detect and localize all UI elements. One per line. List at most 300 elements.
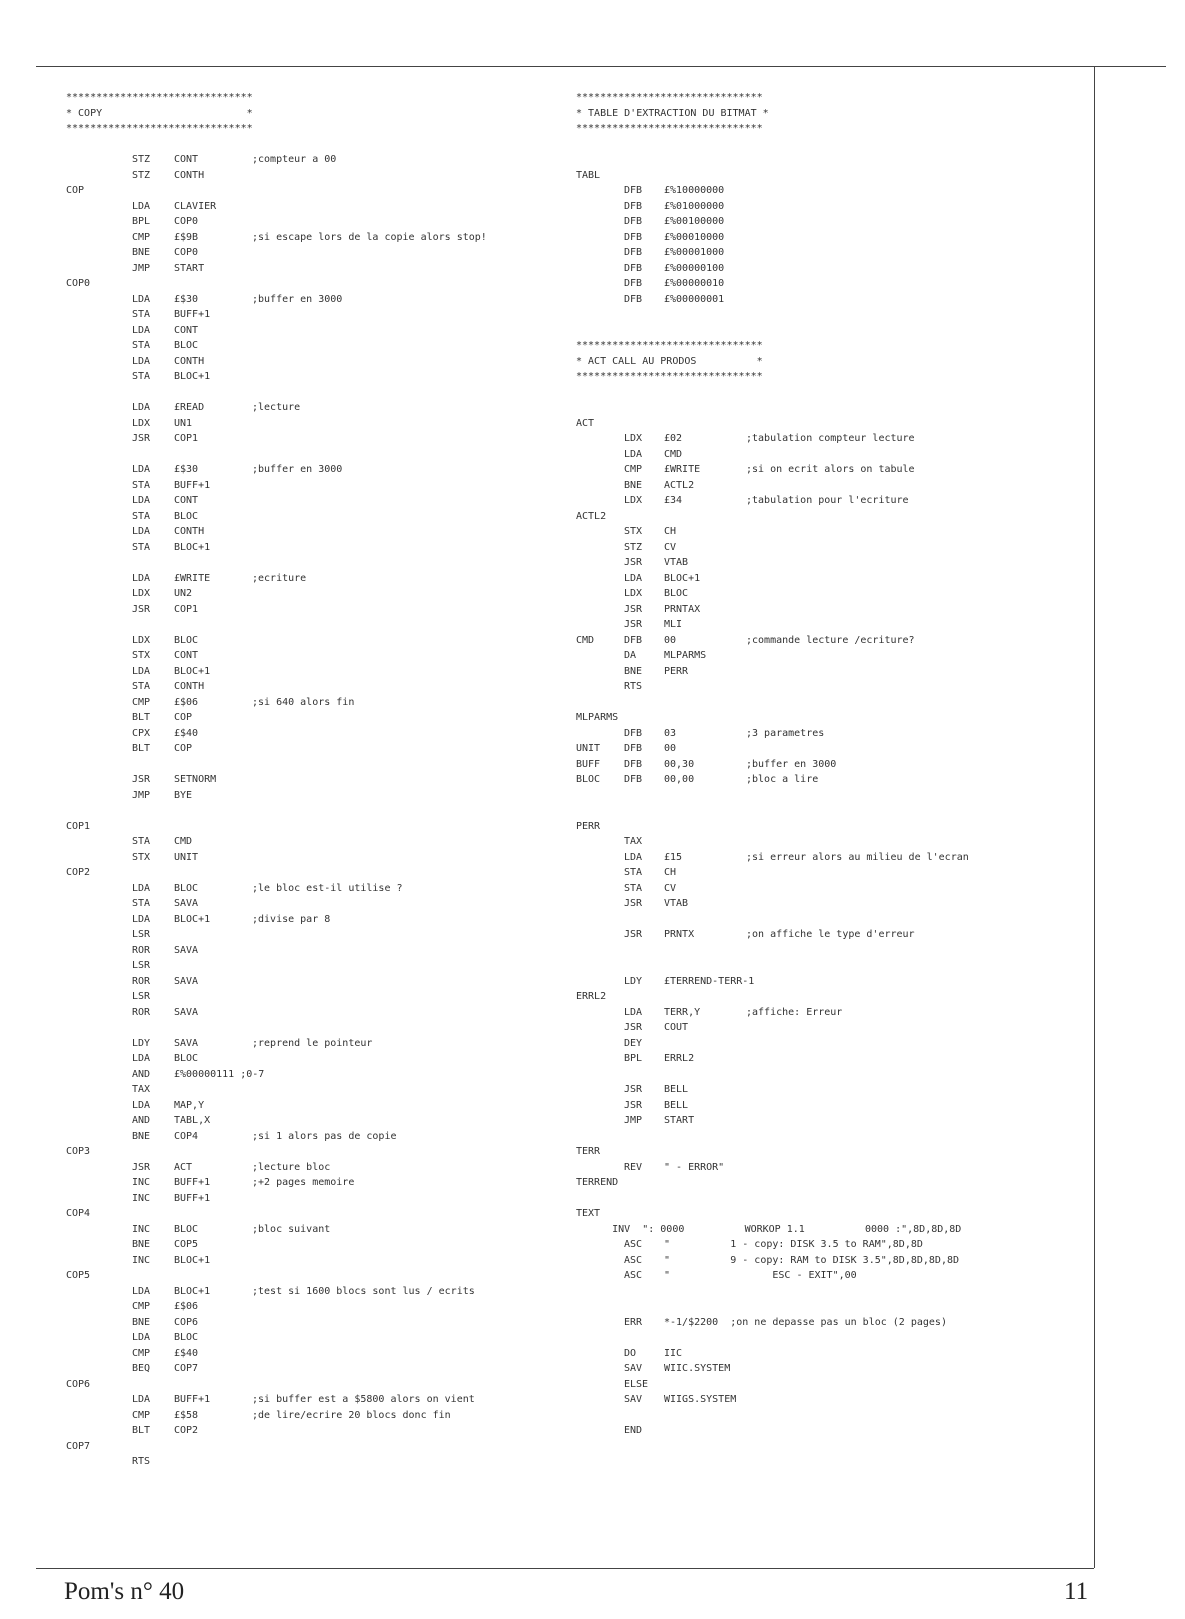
code-line	[576, 354, 1076, 370]
code-op: DFB	[624, 774, 643, 785]
code-op: BNE	[624, 479, 643, 491]
code-arg: BLOC	[174, 882, 199, 894]
code-arg: £$30	[174, 464, 199, 475]
code-line	[66, 168, 576, 184]
code-line	[66, 121, 576, 137]
code-label: TERREND	[576, 1177, 619, 1188]
code-arg: CONT	[174, 650, 199, 661]
code-line	[576, 741, 1076, 757]
code-line	[66, 555, 576, 571]
code-arg: PERR	[664, 665, 689, 677]
code-arg: " ESC - EXIT",00	[664, 1270, 857, 1281]
code-op: STA	[132, 340, 151, 351]
code-op: JSR	[624, 557, 643, 568]
code-arg: COP6	[174, 1316, 199, 1328]
code-arg: 00	[664, 743, 677, 754]
code-line	[66, 1377, 576, 1393]
code-line	[66, 1191, 576, 1207]
code-arg: £02	[664, 433, 683, 444]
code-op: LDA	[624, 448, 643, 460]
code-op: DFB	[624, 200, 643, 212]
code-line	[576, 478, 1076, 494]
listing-left-column	[66, 90, 576, 1470]
code-op: LDA	[132, 665, 151, 677]
code-comment: ;lecture	[252, 402, 301, 413]
magazine-name: Pom's n° 40	[64, 1578, 185, 1605]
code-line	[66, 540, 576, 556]
code-comment: ;si on ecrit alors on tabule	[746, 464, 915, 475]
code-line	[576, 245, 1076, 261]
code-line	[66, 462, 576, 478]
code-op: LDA	[132, 355, 151, 367]
code-line	[66, 850, 576, 866]
code-arg: ACT	[174, 1161, 193, 1173]
code-line	[576, 1144, 1076, 1160]
code-arg: MAP,Y	[174, 1099, 205, 1111]
code-arg: BYE	[174, 789, 193, 801]
code-arg: BELL	[664, 1099, 689, 1111]
code-line	[66, 1036, 576, 1052]
code-arg: 03	[664, 727, 677, 739]
code-op: DFB	[624, 247, 643, 258]
code-op: LDY	[624, 975, 643, 987]
code-line	[576, 121, 1076, 137]
code-op: CPX	[132, 727, 151, 739]
code-op: REV	[624, 1161, 643, 1173]
code-line	[66, 586, 576, 602]
code-op: DFB	[624, 727, 643, 739]
code-comment: ;test si 1600 blocs sont lus / ecrits	[252, 1285, 475, 1297]
code-line	[576, 1330, 1076, 1346]
code-line	[576, 772, 1076, 788]
code-line	[576, 927, 1076, 943]
code-comment: ;on affiche le type d'erreur	[746, 929, 915, 940]
code-op: CMP	[132, 1347, 151, 1359]
code-arg: COP	[174, 712, 193, 723]
code-op: LDA	[132, 324, 151, 336]
code-arg: COP7	[174, 1363, 199, 1374]
code-line	[576, 323, 1076, 339]
code-op: BPL	[624, 1053, 643, 1064]
code-label: BLOC	[576, 774, 601, 785]
code-comment: ;commande lecture /ecriture?	[746, 634, 915, 646]
code-line	[66, 617, 576, 633]
code-op: LSR	[132, 929, 151, 940]
code-line	[66, 1206, 576, 1222]
code-line	[66, 1454, 576, 1470]
code-arg: £%00010000	[664, 231, 725, 243]
code-op: LDY	[132, 1037, 151, 1049]
code-line	[66, 1392, 576, 1408]
code-arg: CH	[664, 867, 677, 878]
code-arg: £$06	[174, 696, 199, 708]
code-arg: BLOC+1	[174, 371, 211, 382]
code-line	[66, 307, 576, 323]
code-op: LDA	[132, 200, 151, 212]
code-op: JSR	[624, 1084, 643, 1095]
code-op: STA	[132, 371, 151, 382]
code-op: CMP	[624, 464, 643, 475]
code-line	[576, 695, 1076, 711]
code-arg: PRNTAX	[664, 603, 701, 615]
code-op: JSR	[624, 1022, 643, 1033]
code-op: ASC	[624, 1270, 643, 1281]
code-label: *******************************	[576, 123, 763, 134]
code-line	[66, 416, 576, 432]
code-op: DFB	[624, 262, 643, 274]
code-comment: ;compteur a 00	[252, 154, 337, 165]
code-op: AND	[132, 1115, 151, 1126]
code-arg: BLOC	[174, 1332, 199, 1343]
code-arg: VTAB	[664, 557, 689, 568]
code-arg: CONTH	[174, 681, 205, 692]
code-line	[66, 974, 576, 990]
code-comment: ;ecriture	[252, 572, 307, 584]
code-line	[576, 1377, 1076, 1393]
code-arg: CONT	[174, 324, 199, 336]
code-label: *******************************	[576, 371, 763, 382]
code-arg: IIC	[664, 1347, 683, 1359]
code-op: BEQ	[132, 1363, 151, 1374]
code-op: DFB	[624, 216, 643, 227]
code-line	[576, 1361, 1076, 1377]
code-arg: £34	[664, 495, 683, 506]
code-arg: CONTH	[174, 169, 205, 181]
code-line	[66, 1051, 576, 1067]
code-line	[576, 1098, 1076, 1114]
code-line	[576, 214, 1076, 230]
code-op: JSR	[132, 603, 151, 615]
code-line	[576, 168, 1076, 184]
code-arg: CONT	[174, 154, 199, 165]
code-line	[576, 1268, 1076, 1284]
code-line	[576, 865, 1076, 881]
code-op: CMP	[132, 1301, 151, 1312]
code-line	[66, 1144, 576, 1160]
code-line	[66, 400, 576, 416]
code-op: SAV	[624, 1394, 643, 1405]
code-line	[576, 788, 1076, 804]
code-op: CMP	[132, 696, 151, 708]
code-label: *******************************	[66, 92, 253, 103]
code-line	[576, 152, 1076, 168]
page-right-rule	[1094, 66, 1095, 1568]
code-line	[576, 958, 1076, 974]
code-op: LDX	[624, 588, 643, 599]
code-comment: ;buffer en 3000	[746, 758, 837, 770]
code-arg: BLOC+1	[664, 572, 701, 584]
code-line	[66, 245, 576, 261]
code-arg: *-1/$2200 ;on ne depasse pas un bloc (2 pages)	[664, 1316, 947, 1328]
code-label: ACTL2	[576, 510, 607, 522]
code-op: LDA	[132, 882, 151, 894]
code-op: STA	[624, 867, 643, 878]
code-comment: ;lecture bloc	[252, 1161, 331, 1173]
code-arg: SAVA	[174, 1006, 199, 1018]
code-op: BLT	[132, 1425, 151, 1436]
code-arg: BUFF+1	[174, 479, 211, 491]
code-op: ERR	[624, 1316, 643, 1328]
code-op: BNE	[132, 1130, 151, 1142]
code-op: RTS	[624, 681, 643, 692]
code-op: STA	[132, 309, 151, 320]
code-line	[576, 1423, 1076, 1439]
code-op: JMP	[132, 262, 151, 274]
code-op: LDX	[132, 417, 151, 429]
code-arg: CV	[664, 541, 677, 553]
code-line	[576, 1175, 1076, 1191]
code-op: STA	[132, 681, 151, 692]
code-arg: BLOC+1	[174, 1285, 211, 1297]
code-line	[576, 416, 1076, 432]
code-op: STA	[132, 836, 151, 847]
code-line	[576, 90, 1076, 106]
code-arg: UN1	[174, 417, 193, 429]
code-line	[576, 1315, 1076, 1331]
code-arg: 00,30	[664, 758, 695, 770]
code-line	[66, 741, 576, 757]
code-line	[576, 261, 1076, 277]
code-label: COP3	[66, 1146, 91, 1157]
code-line	[576, 106, 1076, 122]
code-op: STA	[132, 479, 151, 491]
code-line	[576, 307, 1076, 323]
code-line	[576, 1129, 1076, 1145]
code-comment: ;divise par 8	[252, 913, 331, 925]
code-arg: BLOC	[174, 510, 199, 522]
code-line	[66, 648, 576, 664]
code-label: *******************************	[66, 123, 253, 134]
code-comment: ;reprend le pointeur	[252, 1037, 373, 1049]
code-line	[576, 617, 1076, 633]
code-line	[66, 834, 576, 850]
code-op: STZ	[132, 154, 151, 165]
code-label: BUFF	[576, 758, 601, 770]
code-line	[576, 137, 1076, 153]
code-arg: WIIC.SYSTEM	[664, 1363, 731, 1374]
code-op: DO	[624, 1347, 637, 1359]
code-comment: ;si 1 alors pas de copie	[252, 1130, 397, 1142]
code-arg: START	[174, 262, 205, 274]
code-label: TABL	[576, 169, 601, 181]
code-op: JSR	[132, 774, 151, 785]
code-line	[66, 602, 576, 618]
code-label: MLPARMS	[576, 712, 619, 723]
code-op: DFB	[624, 743, 643, 754]
code-op: INC	[132, 1254, 151, 1266]
code-arg: SAVA	[174, 1037, 199, 1049]
code-line	[66, 803, 576, 819]
code-line	[66, 695, 576, 711]
code-arg: CV	[664, 882, 677, 894]
code-arg: COP2	[174, 1425, 199, 1436]
code-op: STA	[132, 898, 151, 909]
code-comment: ;buffer en 3000	[252, 464, 343, 475]
code-line	[66, 710, 576, 726]
code-arg: COP1	[174, 603, 199, 615]
code-arg: £%00000111 ;0-7	[174, 1068, 265, 1080]
code-arg: WIIGS.SYSTEM	[664, 1394, 737, 1405]
code-op: LDA	[132, 1332, 151, 1343]
code-comment: ;affiche: Erreur	[746, 1006, 843, 1018]
code-line	[576, 1020, 1076, 1036]
code-line	[66, 292, 576, 308]
code-op: INC	[132, 1223, 151, 1235]
code-line	[576, 989, 1076, 1005]
code-op: BNE	[624, 665, 643, 677]
code-line	[576, 1222, 1076, 1238]
code-label: COP1	[66, 820, 91, 832]
code-op: JSR	[132, 433, 151, 444]
code-label: UNIT	[576, 743, 601, 754]
code-arg: CONTH	[174, 355, 205, 367]
code-line	[66, 1237, 576, 1253]
code-op: DFB	[624, 231, 643, 243]
code-line	[66, 896, 576, 912]
code-arg: UNIT	[174, 851, 199, 863]
code-line	[66, 927, 576, 943]
code-op: SAV	[624, 1363, 643, 1374]
code-line	[66, 323, 576, 339]
code-comment: ;bloc a lire	[746, 774, 819, 785]
code-line	[66, 881, 576, 897]
code-op: JSR	[624, 929, 643, 940]
code-label: *******************************	[576, 340, 763, 351]
code-arg: SETNORM	[174, 774, 217, 785]
code-op: INC	[132, 1177, 151, 1188]
code-line	[66, 989, 576, 1005]
code-line	[66, 1175, 576, 1191]
code-line	[576, 292, 1076, 308]
code-op: DFB	[624, 758, 643, 770]
code-line	[66, 679, 576, 695]
code-arg: BLOC+1	[174, 913, 211, 925]
code-line	[66, 90, 576, 106]
code-arg: MLPARMS	[664, 650, 707, 661]
code-label: * ACT CALL AU PRODOS *	[576, 355, 763, 367]
code-op: BLT	[132, 712, 151, 723]
code-line	[66, 1268, 576, 1284]
code-line	[66, 865, 576, 881]
page-top-rule	[36, 66, 1166, 67]
code-line	[66, 819, 576, 835]
code-line	[66, 726, 576, 742]
code-arg: BUFF+1	[174, 1394, 211, 1405]
code-line	[576, 1408, 1076, 1424]
code-line	[576, 1392, 1076, 1408]
code-line	[576, 1253, 1076, 1269]
code-arg: COP1	[174, 433, 199, 444]
code-arg: CMD	[664, 448, 683, 460]
code-arg: SAVA	[174, 975, 199, 987]
code-line	[576, 1082, 1076, 1098]
code-label: COP5	[66, 1270, 91, 1281]
code-label: COP2	[66, 867, 91, 878]
code-line	[66, 137, 576, 153]
code-arg: ERRL2	[664, 1053, 695, 1064]
code-label: INV ": 0000 WORKOP 1.1 0000 :",8D,8D,8D	[576, 1223, 962, 1235]
code-label: PERR	[576, 820, 601, 832]
code-arg: £$58	[174, 1409, 199, 1421]
code-op: LDA	[132, 572, 151, 584]
code-arg: £$06	[174, 1301, 199, 1312]
code-line	[576, 943, 1076, 959]
code-line	[66, 447, 576, 463]
code-op: STX	[132, 650, 151, 661]
code-comment: ;3 parametres	[746, 727, 825, 739]
code-line	[66, 106, 576, 122]
code-line	[66, 369, 576, 385]
code-line	[66, 509, 576, 525]
code-label: COP4	[66, 1208, 91, 1219]
code-line	[576, 974, 1076, 990]
code-line	[576, 1206, 1076, 1222]
code-line	[66, 199, 576, 215]
code-line	[576, 834, 1076, 850]
code-comment: ;bloc suivant	[252, 1223, 331, 1235]
code-line	[576, 1191, 1076, 1207]
code-op: ASC	[624, 1239, 643, 1250]
code-arg: UN2	[174, 588, 193, 599]
code-comment: ;le bloc est-il utilise ?	[252, 882, 403, 894]
code-arg: £%00001000	[664, 247, 725, 258]
page-bottom-rule	[36, 1568, 1094, 1569]
code-label: CMD	[576, 634, 595, 646]
code-arg: MLI	[664, 619, 683, 630]
code-comment: ;si 640 alors fin	[252, 696, 355, 708]
code-op: BNE	[132, 1239, 151, 1250]
code-arg: COP4	[174, 1130, 199, 1142]
code-op: STZ	[132, 169, 151, 181]
code-label: TEXT	[576, 1208, 601, 1219]
code-op: BPL	[132, 216, 151, 227]
code-arg: 00	[664, 634, 677, 646]
code-line	[66, 1129, 576, 1145]
code-line	[66, 354, 576, 370]
code-op: DFB	[624, 278, 643, 289]
code-line	[66, 1330, 576, 1346]
code-line	[66, 633, 576, 649]
code-line	[66, 772, 576, 788]
code-op: DEY	[624, 1037, 643, 1049]
code-comment: ;tabulation compteur lecture	[746, 433, 915, 444]
page-number: 11	[1064, 1578, 1089, 1605]
code-op: LDX	[132, 634, 151, 646]
code-op: CMP	[132, 1409, 151, 1421]
code-line	[66, 338, 576, 354]
code-op: STX	[624, 526, 643, 537]
code-op: JSR	[624, 619, 643, 630]
code-line	[66, 230, 576, 246]
code-line	[66, 943, 576, 959]
code-line	[576, 726, 1076, 742]
code-op: LDA	[132, 1099, 151, 1111]
code-line	[576, 648, 1076, 664]
code-line	[576, 369, 1076, 385]
code-label: * TABLE D'EXTRACTION DU BITMAT *	[576, 107, 769, 119]
code-line	[66, 1222, 576, 1238]
listing-right-column	[576, 90, 1076, 1439]
code-arg: BLOC	[664, 588, 689, 599]
code-arg: £%10000000	[664, 185, 725, 196]
code-arg: BUFF+1	[174, 309, 211, 320]
code-line	[576, 385, 1076, 401]
code-op: DA	[624, 650, 637, 661]
code-op: LDA	[132, 526, 151, 537]
code-op: LDA	[624, 851, 643, 863]
code-line	[576, 1067, 1076, 1083]
code-arg: SAVA	[174, 944, 199, 956]
